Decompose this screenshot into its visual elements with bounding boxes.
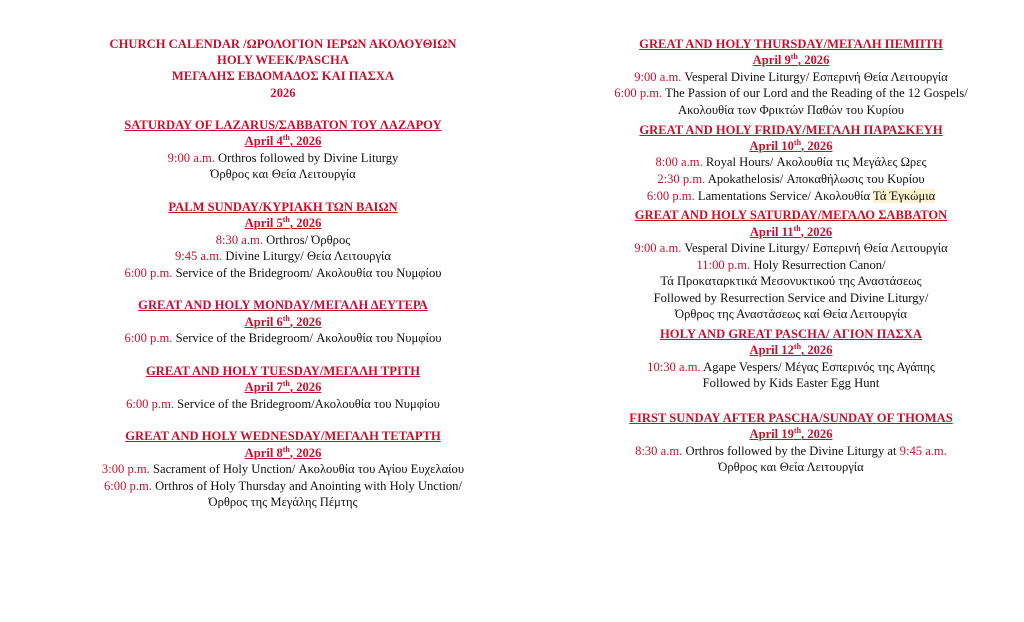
service-line [538, 85, 1024, 102]
day-title: GREAT AND HOLY WEDNESDAY/ΜΕΓΑΛΗ ΤΕΤΑΡΤΗ [125, 429, 441, 444]
service-time: 9:45 a.m. [174, 249, 223, 264]
service-day [538, 326, 1024, 392]
service-line [36, 150, 530, 167]
service-text: Followed by Kids Easter Egg Hunt [702, 376, 880, 391]
day-date [36, 445, 530, 461]
service-day [36, 428, 530, 511]
date-month: April 5 [244, 216, 283, 231]
service-line [538, 154, 1024, 171]
service-time: 2:30 p.m. [657, 172, 706, 186]
service-line [36, 494, 530, 511]
service-time: 6:00 p.m. [124, 265, 173, 280]
service-text: Service of the Bridegroom/ Ακολουθία του Νυμφίου [172, 265, 442, 280]
day-date [36, 314, 530, 330]
date-year: , 2026 [797, 53, 830, 68]
service-time: 11:00 p.m. [696, 257, 751, 272]
date-year: , 2026 [801, 139, 833, 153]
day-date [538, 224, 1024, 240]
date-year: , 2026 [289, 380, 322, 395]
day-date [538, 52, 1024, 68]
calendar-header [36, 36, 530, 101]
service-time: 6:00 p.m. [614, 86, 663, 101]
service-line [36, 478, 530, 495]
service-text: The Passion of our Lord and the Reading of the 12 Gospels/ [662, 86, 968, 101]
service-line [36, 461, 530, 478]
service-line [36, 265, 530, 282]
day-date [36, 133, 530, 149]
service-line [538, 306, 1024, 323]
service-text: Royal Hours/ Ακολουθία τις Μεγάλες Ωρες [702, 155, 927, 170]
date-month: April 12 [749, 343, 794, 358]
header-title: CHURCH CALENDAR /ΩΡΟΛΟΓΙΟΝ ΙΕΡΩΝ ΑΚΟΛΟΥΘΙΩΝ [109, 37, 457, 51]
service-line [538, 240, 1024, 257]
service-text: Followed by Resurrection Service and Divine Liturgy/ [653, 290, 929, 305]
service-text: Agape Vespers/ Μέγας Εσπερινός της Αγάπης [700, 359, 935, 374]
day-title: HOLY AND GREAT PASCHA/ ΑΓΙΟΝ ΠΑΣΧΑ [660, 326, 922, 341]
service-time: 6:00 p.m. [126, 396, 175, 411]
service-line [538, 257, 1024, 274]
service-time: 6:00 p.m. [104, 478, 152, 493]
service-text: Sacrament of Holy Unction/ Ακολουθία του Αγίου Ευχελαίου [149, 462, 465, 477]
day-title: GREAT AND HOLY MONDAY/ΜΕΓΑΛΗ ΔΕΥΤΕΡΑ [138, 298, 428, 313]
header-subtitle: HOLY WEEK/PASCHA [217, 53, 349, 68]
day-title: PALM SUNDAY/ΚΥΡΙΑΚΗ ΤΩΝ ΒΑΙΩΝ [168, 199, 398, 214]
date-suffix: th [282, 313, 290, 323]
service-text: Orthros of Holy Thursday and Anointing with Holy Unction/ [151, 478, 462, 493]
header-year: 2026 [270, 85, 296, 100]
service-text: Τά Προκαταρκτικά Μεσονυκτικού της Αναστάσεως [660, 274, 922, 289]
day-date [36, 379, 530, 395]
service-line [36, 248, 530, 265]
header-greek-subtitle: ΜΕΓΑΛΗΣ ΕΒΔΟΜΑΔΟΣ ΚΑΙ ΠΑΣΧΑ [171, 69, 395, 84]
service-day [538, 410, 1024, 476]
day-title: GREAT AND HOLY THURSDAY/ΜΕΓΑΛΗ ΠΕΜΠΤΗ [639, 37, 943, 51]
date-year: , 2026 [289, 134, 322, 149]
day-title: GREAT AND HOLY TUESDAY/ΜΕΓΑΛΗ ΤΡΙΤΗ [145, 363, 421, 378]
day-title: GREAT AND HOLY SATURDAY/ΜΕΓΑΛΟ ΣΑΒΒΑΤΟΝ [634, 208, 948, 223]
left-schedule [36, 101, 530, 511]
service-time: 9:00 a.m. [634, 241, 682, 255]
date-suffix: th [793, 137, 802, 147]
date-suffix: th [282, 133, 290, 143]
service-time: 9:45 a.m. [899, 443, 947, 458]
service-time: 9:00 a.m. [167, 150, 215, 165]
date-month: April 9 [752, 53, 791, 68]
day-title: FIRST SUNDAY AFTER PASCHA/SUNDAY OF THOMAS [629, 410, 953, 425]
right-schedule [538, 36, 1024, 476]
date-month: April 8 [244, 445, 283, 460]
service-text: Όρθρος της Μεγάλης Πέμτης [208, 495, 358, 510]
service-time: 8:30 a.m. [635, 443, 683, 458]
date-suffix: th [282, 215, 290, 225]
service-line [538, 375, 1024, 392]
date-year: , 2026 [801, 427, 833, 442]
date-month: April 7 [244, 380, 283, 395]
service-time: 10:30 a.m. [647, 359, 701, 374]
date-year: , 2026 [800, 224, 833, 239]
date-suffix: th [282, 444, 290, 454]
service-day [36, 363, 530, 412]
day-date [36, 215, 530, 231]
date-suffix: th [282, 379, 290, 389]
service-line [36, 330, 530, 347]
service-text: Service of the Bridegroom/Ακολουθία του Νυμφίου [174, 396, 440, 411]
service-time: 6:00 p.m. [646, 188, 695, 203]
service-day [36, 297, 530, 346]
left-column [36, 36, 530, 511]
service-text: Service of the Bridegroom/ Ακολουθία του Νυμφίου [172, 331, 442, 346]
service-day [538, 207, 1024, 323]
service-text: Όρθρος και Θεία Λειτουργία [718, 460, 864, 475]
service-time: 3:00 p.m. [101, 462, 150, 477]
service-time: 8:30 a.m. [215, 232, 263, 247]
date-year: , 2026 [289, 445, 322, 460]
day-date [538, 426, 1024, 442]
service-line [36, 166, 530, 183]
service-text: Όρθρος της Αναστάσεως καί Θεία Λειτουργία [674, 307, 908, 322]
right-column [538, 36, 1024, 476]
service-text: Orthros/ Όρθρος [262, 232, 351, 247]
service-time: 6:00 p.m. [124, 331, 173, 346]
service-text: Orthros followed by Divine Liturgy [214, 150, 399, 165]
service-line [538, 102, 1024, 119]
date-year: , 2026 [289, 314, 322, 329]
service-time: 9:00 a.m. [634, 69, 682, 84]
service-time: 8:00 a.m. [655, 155, 703, 170]
date-month: April 10 [749, 139, 794, 153]
date-month: April 6 [244, 314, 283, 329]
service-line [538, 443, 1024, 460]
date-month: April 11 [749, 224, 794, 239]
service-day [36, 199, 530, 282]
service-text: Lamentations Service/ Ακολουθία [694, 188, 874, 203]
date-year: , 2026 [801, 343, 833, 358]
service-day [36, 117, 530, 183]
service-line [538, 359, 1024, 376]
service-day [538, 122, 1024, 205]
service-line [538, 69, 1024, 86]
service-line [36, 396, 530, 413]
service-text: Vesperal Divine Liturgy/ Εσπερινή Θεία Λειτουργία [681, 241, 948, 255]
day-date [538, 138, 1024, 154]
service-line [538, 459, 1024, 476]
service-text: Vesperal Divine Liturgy/ Εσπερινή Θεία Λειτουργία [681, 69, 948, 84]
service-text: Ακολουθία των Φρικτών Παθών του Κυρίου [677, 103, 904, 117]
date-month: April 19 [749, 427, 794, 442]
service-day [538, 36, 1024, 119]
date-suffix: th [793, 342, 802, 352]
service-text: Orthros followed by the Divine Liturgy at [682, 443, 900, 458]
date-month: April 4 [244, 134, 283, 149]
date-suffix: th [793, 426, 802, 436]
service-line [538, 273, 1024, 290]
service-line [538, 171, 1024, 188]
service-line [538, 290, 1024, 307]
day-title: SATURDAY OF LAZARUS/ΣΑΒΒΑΤΟΝ ΤΟΥ ΛΑΖΑΡΟΥ [124, 117, 442, 132]
service-text: Όρθρος και Θεία Λειτουργία [210, 167, 356, 182]
highlighted-text: Τά Έγκώμια [873, 188, 936, 203]
date-suffix: th [793, 223, 801, 233]
service-text: Divine Liturgy/ Θεία Λειτουργία [222, 249, 392, 264]
date-year: , 2026 [289, 216, 322, 231]
service-line [538, 188, 1024, 205]
day-date [538, 342, 1024, 358]
date-suffix: th [790, 52, 798, 62]
service-line [36, 232, 530, 249]
service-text: Apokathelosis/ Αποκαθήλωσις του Κυρίου [705, 172, 925, 186]
service-text: Holy Resurrection Canon/ [750, 257, 886, 272]
day-title: GREAT AND HOLY FRIDAY/ΜΕΓΑΛΗ ΠΑΡΑΣΚΕΥΗ [639, 122, 943, 137]
